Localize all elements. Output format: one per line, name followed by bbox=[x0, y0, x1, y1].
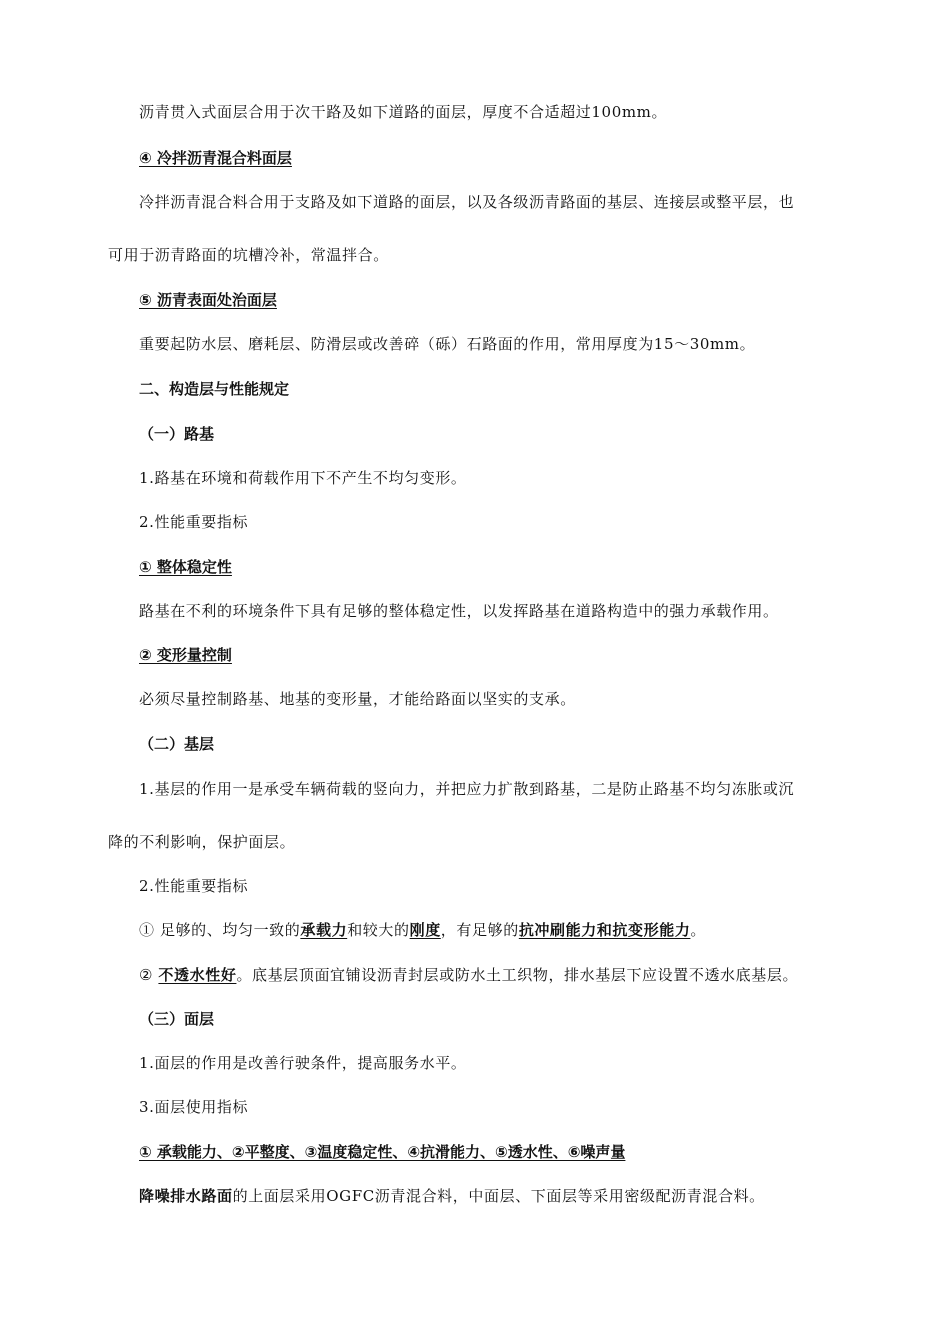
heading-surface-indices: ① 承载能力、②平整度、③温度稳定性、④抗滑能力、⑤透水性、⑥噪声量 bbox=[139, 1143, 626, 1161]
text: 和较大的 bbox=[347, 921, 410, 939]
paragraph-surface-layer-1: 1.面层的作用是改善行驶条件，提高服务水平。 bbox=[139, 1054, 467, 1072]
emphasis-stiffness: 刚度 bbox=[409, 921, 441, 939]
heading-surface-layer: （三）面层 bbox=[139, 1010, 215, 1028]
emphasis-noise-drainage-pavement: 降噪排水路面 bbox=[139, 1187, 233, 1205]
heading-deformation-control: ② 变形量控制 bbox=[139, 646, 232, 664]
paragraph-deformation: 必须尽量控制路基、地基的变形量，才能给路面以坚实的支承。 bbox=[139, 690, 576, 708]
paragraph-subgrade-2: 2.性能重要指标 bbox=[139, 513, 249, 531]
paragraph-penetration-macadam: 沥青贯入式面层合用于次干路及如下道路的面层，厚度不合适超过100mm。 bbox=[139, 103, 668, 121]
emphasis-erosion-resistance: 抗冲刷能力和抗变形能力 bbox=[518, 921, 691, 939]
heading-cold-mix: ④ 冷拌沥青混合料面层 bbox=[139, 149, 292, 167]
paragraph-cold-mix-line2: 可用于沥青路面的坑槽冷补，常温拌合。 bbox=[108, 246, 389, 264]
text: 的上面层采用OGFC沥青混合料，中面层、下面层等采用密级配沥青混合料。 bbox=[232, 1187, 765, 1205]
paragraph-noise-reducing-pavement bbox=[139, 1186, 765, 1206]
paragraph-stability: 路基在不利的环境条件下具有足够的整体稳定性，以发挥路基在道路构造中的强力承载作用。 bbox=[139, 602, 779, 620]
paragraph-base-indicator-2 bbox=[139, 965, 798, 985]
text: 。 bbox=[690, 921, 707, 939]
text: ，有足够的 bbox=[440, 921, 519, 939]
text: 。底基层顶面宜铺设沥青封层或防水土工织物，排水基层下应设置不透水底基层。 bbox=[236, 966, 799, 984]
paragraph-base-line1: 1.基层的作用一是承受车辆荷载的竖向力，并把应力扩散到路基，二是防止路基不均匀冻胀或沉 bbox=[139, 780, 795, 798]
text: ② bbox=[139, 966, 159, 984]
paragraph-cold-mix-line1: 冷拌沥青混合料合用于支路及如下道路的面层，以及各级沥青路面的基层、连接层或整平层，也 bbox=[139, 193, 795, 211]
paragraph-surface-layer-3: 3.面层使用指标 bbox=[139, 1098, 249, 1116]
emphasis-impermeability: 不透水性好 bbox=[158, 966, 237, 984]
heading-section-2: 二、构造层与性能规定 bbox=[139, 380, 290, 398]
paragraph-surface-treatment: 重要起防水层、磨耗层、防滑层或改善碎（砾）石路面的作用，常用厚度为15～30mm。 bbox=[139, 335, 756, 353]
paragraph-base-indicator-1 bbox=[139, 920, 706, 940]
paragraph-base-line2: 降的不利影响，保护面层。 bbox=[108, 833, 296, 851]
heading-base-layer: （二）基层 bbox=[139, 735, 215, 753]
text: ① 足够的、均匀一致的 bbox=[139, 921, 301, 939]
paragraph-subgrade-1: 1.路基在环境和荷载作用下不产生不均匀变形。 bbox=[139, 469, 467, 487]
heading-overall-stability: ① 整体稳定性 bbox=[139, 558, 232, 576]
heading-subgrade: （一）路基 bbox=[139, 425, 215, 443]
emphasis-bearing-capacity: 承载力 bbox=[300, 921, 348, 939]
heading-surface-treatment: ⑤ 沥青表面处治面层 bbox=[139, 291, 277, 309]
paragraph-base-indicators: 2.性能重要指标 bbox=[139, 877, 249, 895]
